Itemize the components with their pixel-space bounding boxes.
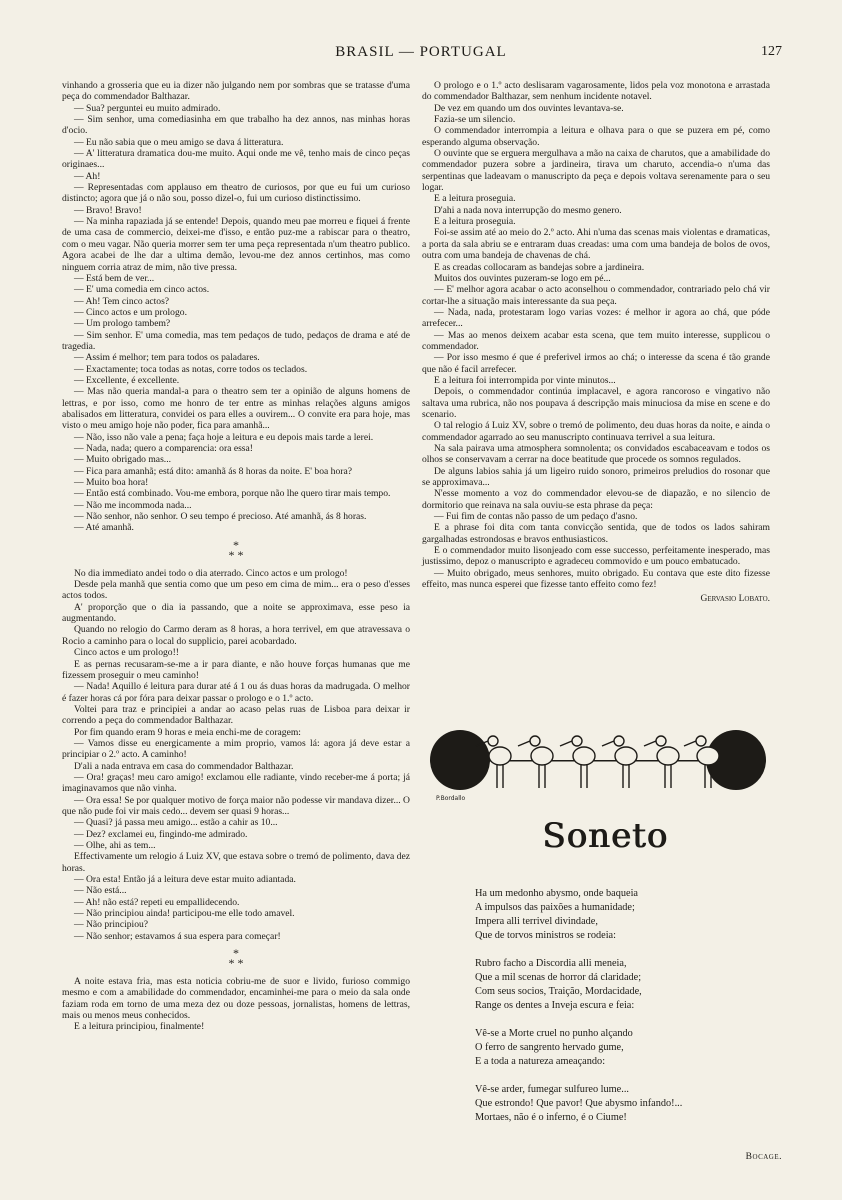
birds-illustration	[430, 726, 766, 802]
running-title: BRASIL — PORTUGAL	[335, 44, 507, 60]
stork-4	[602, 736, 637, 788]
paragraph: — Nada! Aquillo é leitura para durar até á 1 ou ás duas horas da madrugada. O melhor é fazer horas cá por fóra para deixar passar o prologo e o 1.º acto.	[62, 681, 410, 704]
paragraph: — Ora essa! Se por qualquer motivo de força maior não podesse vir mandava dizer... O que não pude foi vir mais cedo... devem ser quasi 9 horas...	[62, 794, 410, 817]
poem-line: Com seus socios, Traição, Mordacidade,	[475, 986, 642, 997]
paragraph: D'ahi a nada nova interrupção do mesmo genero.	[434, 204, 622, 216]
paragraph: vinhando a grosseria que eu ia dizer não julgando nem por sombras que se tratasse d'uma peça do commendador Balthazar.	[62, 80, 410, 103]
paragraph: Por fim quando eram 9 horas e meia enchi-me de coragem:	[74, 726, 301, 738]
poem-stanza	[475, 1083, 775, 1125]
poem-line: Mortaes, não é o inferno, é o Ciume!	[475, 1112, 627, 1123]
right-column	[422, 80, 770, 606]
paragraph: O tal relogio á Luiz XV, sobre o tremó de polimento, deu duas horas da noite, e ainda o commendador agarrado ao seu manuscripto continuava terrivel a sua leitura.	[422, 420, 770, 443]
paragraph: E a phrase foi dita com tanta convicção sentida, que de todos os lados sahiram gargalhadas estrondosas e bravos enthusiasticos.	[422, 522, 770, 545]
paragraph: — Nada, nada, protestaram logo varias vozes: é melhor ir agora ao chá, que póde arrefecer...	[422, 306, 770, 330]
paragraph: De alguns labios sahia já um ligeiro ruido sonoro, primeiros preludios do rosonar que se approximava...	[422, 465, 770, 489]
story-text-part-3	[62, 976, 410, 1033]
paragraph: E a leitura proseguia.	[434, 193, 516, 205]
page-header	[0, 44, 842, 64]
paragraph: — Muito boa hora!	[74, 477, 149, 489]
paragraph: — Então está combinado. Vou-me embora, porque não lhe quero tirar mais tempo.	[74, 488, 391, 500]
birds-drawing	[430, 726, 766, 802]
paragraph: — Sim senhor. E' uma comedia, mas tem pedaços de tudo, pedaços de drama e até de tragedia.	[62, 329, 410, 352]
paragraph: — Bravo! Bravo!	[74, 204, 142, 216]
poem-line: Impera alli terrivel divindade,	[475, 916, 598, 927]
paragraph: — Vamos disse eu energicamente a mim proprio, vamos lá: agora já deve estar a principiar o 2.º acto. A caminho!	[62, 737, 410, 761]
paragraph: Desde pela manhã que sentia como que um peso em cima de mim... era o peso d'esses actos todos.	[62, 579, 410, 602]
poem-line: Vê-se arder, fumegar sulfureo lume...	[475, 1084, 629, 1095]
poem-stanza	[475, 887, 775, 943]
paragraph: — Representadas com applauso em theatro de curiosos, por que eu fui um curioso distincto; agora que já o não sou, posso dizel-o, fui um curioso distinctissimo.	[62, 182, 410, 205]
paragraph: — Ah! Tem cinco actos?	[74, 295, 170, 307]
paragraph: O prologo e o 1.º acto deslisaram vagarosamente, lidos pela voz monotona e arrastada do commendador Balthazar, sem nenhum incidente notavel.	[422, 80, 770, 103]
poem-stanza	[475, 1027, 775, 1069]
paragraph: — Muito obrigado, meus senhores, muito obrigado. Eu contava que este dito fizesse effeito, mas nunca esperei que fizesse tanto effeito como fez!	[422, 567, 770, 591]
paragraph: D'ali a nada entrava em casa do commendador Balthazar.	[74, 760, 294, 772]
left-column	[62, 80, 410, 1033]
paragraph: — Muito obrigado mas...	[74, 454, 171, 466]
paragraph: N'esse momento a voz do commendador elevou-se de diapazão, e no silencio de dormitorio que reinava na sala ouviu-se esta phrase da peça:	[422, 488, 770, 511]
paragraph: — Não principiou ainda! participou-me elle todo amavel.	[74, 908, 295, 920]
paragraph: — Um prologo tambem?	[74, 318, 171, 330]
stork-3	[560, 736, 595, 788]
paragraph: — Ah! não está? repeti eu empallidecendo.	[74, 896, 240, 908]
poem-line: Rubro facho a Discordia alli meneia,	[475, 958, 627, 969]
poem-line: E a toda a natureza ameaçando:	[475, 1056, 606, 1067]
paragraph: — Quasi? já passa meu amigo... estão a cahir as 10...	[74, 817, 278, 829]
paragraph: — Fui fim de contas não passo de um pedaço d'asno.	[434, 511, 638, 523]
story-text-part-4	[422, 80, 770, 590]
paragraph: No dia immediato andei todo o dia aterrado. Cinco actos e um prologo!	[74, 567, 348, 579]
paragraph: E as creadas collocaram as bandejas sobre a jardineira.	[434, 261, 645, 273]
poem-line: Vê-se a Morte cruel no punho alçando	[475, 1028, 633, 1039]
poem	[475, 887, 775, 1139]
paragraph: — Exactamente; toca todas as notas, corre todos os teclados.	[74, 363, 308, 375]
paragraph: A noite estava fria, mas esta noticia cobriu-me de suor e livido, furioso commigo mesmo e com a amabilidade do commendador, encaminhei-me para o meio da sala onde faziam roda em torno de uma meza dez ou doze pessoas, jornalistas, homens de lettras, mais ou menos meus conhecidos.	[62, 976, 410, 1022]
poem-line: Que a mil scenas de horror dá claridade;	[475, 972, 642, 983]
stork-5	[644, 736, 679, 788]
paragraph: E a leitura foi interrompida por vinte minutos...	[434, 374, 616, 386]
paragraph: E a leitura principiou, finalmente!	[74, 1021, 205, 1033]
poem-stanza	[475, 957, 775, 1013]
page-number: 127	[761, 44, 782, 59]
paragraph: E o commendador muito lisonjeado com esse successo, perfeitamente inesperado, mas justissimo, depoz o manuscripto e agradeceu commovido e um pouco embatucado.	[422, 545, 770, 568]
paragraph: — Ah!	[74, 170, 101, 182]
paragraph: — E' melhor agora acabar o acto aconselhou o commendador, contrariado pelo chá vir cortar-lhe a situação mais interessante da sua peça.	[422, 284, 770, 307]
paragraph: — Sua? perguntei eu muito admirado.	[74, 102, 221, 114]
paragraph: Effectivamente um relogio á Luiz XV, que estava sobre o tremó de polimento, dava dez horas.	[62, 851, 410, 874]
paragraph: — Até amanhã.	[74, 522, 134, 534]
paragraph: Fazia-se um silencio.	[434, 114, 516, 126]
poem-line: Ha um medonho abysmo, onde baqueia	[475, 888, 638, 899]
paragraph: O ouvinte que se erguera mergulhava a mão na caixa de charutos, que a amabilidade do commendador puzera sobre a jardineira, tirava um charuto, accendia-o n'uma das serpentinas que ladeavam o manuscripto da peça e depois voltava serenamente para o seu logar.	[422, 148, 770, 194]
paragraph: Muitos dos ouvintes puzeram-se logo em pé...	[434, 272, 611, 284]
paragraph: — Mas não queria mandal-a para o theatro sem ter a opinião de alguns homens de lettras, e por isso, como me honro de ter entre as minhas relações alguns amigos abalisados em litteratura, convidei os para elles a ouvirem... O convite era para hoje, mas visto o meu amigo hoje não poder, fica para amanhã...	[62, 386, 410, 432]
paragraph: E as pernas recusaram-se-me a ir para diante, e não houve forças humanas que me fizessem proseguir o meu caminho!	[62, 658, 410, 681]
paragraph: — Na minha rapaziada já se entende! Depois, quando meu pae morreu e fiquei á frente de uma casa de commercio, deixei-me d'isso, e então puz-me a rabiscar para o theatro, com o meu vagar. Não queria morrer sem ter uma peça representada n'um theatro publico. Agora acabei de lhe dar a ultima demão, levou-me dez annos certinhos, mas como ninguem corria atraz de mim, não tive pressa.	[62, 216, 410, 273]
paragraph: — Olhe, ahi as tem...	[74, 840, 156, 851]
section-separator: * * *	[228, 946, 244, 971]
paragraph: — Ora esta! Então já a leitura deve estar muito adiantada.	[74, 874, 296, 886]
paragraph: — Não me incommoda nada...	[74, 499, 192, 511]
paragraph: — Por isso mesmo é que é preferivel irmos ao chá; o interesse da scena é tão grande que não é facil arrefecer.	[422, 352, 770, 375]
paragraph: — Nada, nada; quero a comparencia: ora essa!	[74, 443, 253, 454]
poem-author: Bocage.	[745, 1152, 782, 1162]
paragraph: — Não principiou?	[74, 919, 149, 931]
paragraph: — Fica para amanhã; está dito: amanhã ás 8 horas da noite. E' boa hora?	[74, 465, 352, 477]
paragraph: — Ora! graças! meu caro amigo! exclamou elle radiante, vindo receber-me á porta; já imaginavamos que não vinha.	[62, 771, 410, 795]
story-text-part-2	[62, 568, 410, 942]
poem-line: Que de torvos ministros se rodeia:	[475, 930, 616, 941]
paragraph: O commendador interrompia a leitura e olhava para o que se puzera em pé, como esperando alguma observação.	[422, 125, 770, 148]
illustrator-signature: P.Bordallo	[436, 795, 466, 802]
paragraph: — Cinco actos e um prologo.	[74, 306, 187, 318]
paragraph: De vez em quando um dos ouvintes levantava-se.	[434, 102, 624, 114]
paragraph: — Não, isso não vale a pena; faça hoje a leitura e eu depois mais tarde a lerei.	[74, 431, 374, 443]
poem-line: Range os dentes a Inveja escura e feia:	[475, 1000, 635, 1011]
paragraph: — Mas ao menos deixem acabar esta scena, que tem muito interesse, supplicou o commendador.	[422, 329, 770, 352]
paragraph: — Dez? exclamei eu, fingindo-me admirado.	[74, 828, 248, 840]
poem-line: Que estrondo! Que pavor! Que abysmo infando!...	[475, 1098, 683, 1109]
paragraph: — Excellente, é excellente.	[74, 374, 180, 386]
paragraph: — Está bem de ver...	[74, 272, 155, 284]
author-signature: Gervasio Lobato.	[700, 594, 770, 605]
paragraph: A' proporção que o dia ia passando, que a noite se approximava, esse peso ia augmentando.	[62, 601, 410, 625]
paragraph: — A' litteratura dramatica dou-me muito. Aqui onde me vê, tenho mais de cinco peças originaes...	[62, 148, 410, 171]
poem-title: Soneto	[542, 816, 668, 856]
stork-2	[518, 736, 553, 788]
poem-line: O ferro de sangrento hervado gume,	[475, 1042, 624, 1053]
paragraph: — Não está...	[74, 885, 127, 897]
paragraph: — Eu não sabia que o meu amigo se dava á litteratura.	[74, 136, 284, 148]
paragraph: — Sim senhor, uma comediasinha em que trabalho ha dez annos, nas minhas horas d'ocio.	[62, 114, 410, 137]
paragraph: — Não senhor, não senhor. O seu tempo é precioso. Até amanhã, ás 8 horas.	[74, 511, 367, 523]
paragraph: — E' uma comedia em cinco actos.	[74, 284, 210, 296]
paragraph: Cinco actos e um prologo!!	[74, 647, 179, 659]
paragraph: Na sala pairava uma atmosphera somnolenta; os convidados escabaceavam e todos os olhos se conservavam a cerrar na doce beatitude que procede os somnos regulados.	[422, 443, 770, 466]
paragraph: Depois, o commendador continúa implacavel, e agora rancoroso e vingativo não saltava uma rubrica, não nos poupava á descripção mais minuciosa da mise en scene e do scenario.	[422, 386, 770, 420]
paragraph: Foi-se assim até ao meio do 2.º acto. Ahi n'uma das scenas mais violentas e dramaticas, a porta da sala abriu se e entraram duas creadas: uma com uma bandeja de bolos de ovos, outra com uma bandeja de chavenas de chá.	[422, 227, 770, 262]
poem-line: A impulsos das paixões a humanidade;	[475, 902, 635, 913]
paragraph: Quando no relogio do Carmo deram as 8 horas, a hora terrivel, em que atravessava o Rocio a caminho para o local do supplicio, parei acobardado.	[62, 624, 410, 647]
paragraph: Voltei para traz e principiei a andar ao acaso pelas ruas de Lisboa para deixar ir correndo a peça do commendador Balthazar.	[62, 703, 410, 727]
paragraph: E a leitura proseguia.	[434, 216, 516, 228]
section-separator: * * *	[228, 537, 244, 562]
paragraph: — Assim é melhor; tem para todos os paladares.	[74, 352, 260, 364]
paragraph: — Não senhor; estavamos á sua espera para começar!	[74, 930, 281, 942]
story-text-part-1	[62, 80, 410, 534]
